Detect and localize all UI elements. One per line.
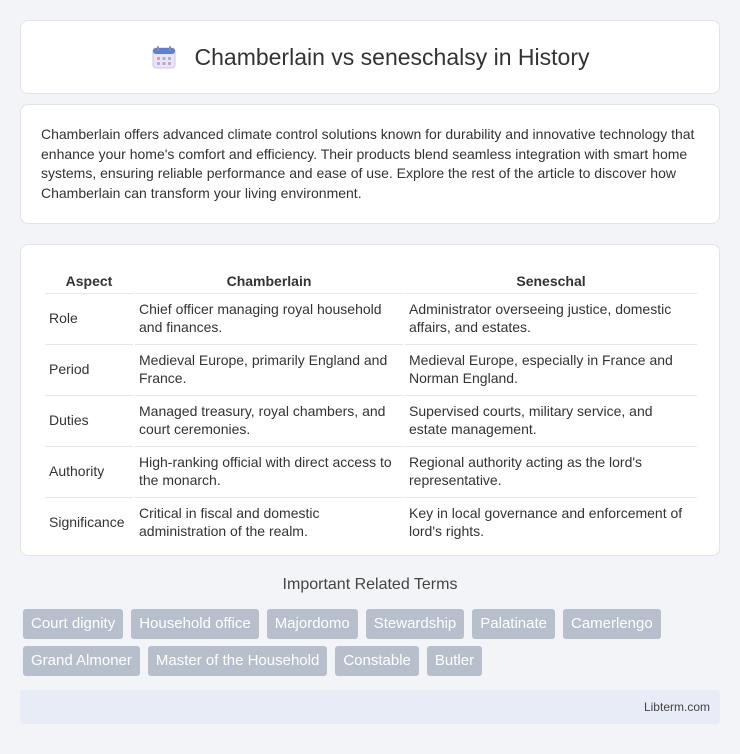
footer-site-link[interactable]: Libterm.com [643,700,710,714]
seneschal-cell: Medieval Europe, especially in France and Norman England. [405,344,697,393]
table-row [45,395,697,444]
intro-text: Chamberlain offers advanced climate control solutions known for durability and innovative technology that enhance your home's comfort and efficiency. Their products blend seamless integration with smart home systems, ensuring reliable performance and ease of use. Explore the rest of the article to discover how Chamberlain can transform your living environment. [41,126,695,201]
chamberlain-cell: Medieval Europe, primarily England and France. [135,344,403,393]
calendar-icon [151,44,177,70]
related-terms-title: Important Related Terms [282,576,458,593]
tag-court-dignity[interactable]: Court dignity [23,609,123,639]
page-title: Chamberlain vs seneschalsy in History [194,43,590,70]
header-aspect: Aspect [65,273,113,289]
tag-majordomo[interactable]: Majordomo [267,609,358,639]
comparison-table-card [20,244,720,556]
aspect-cell: Duties [45,395,133,444]
table-row [45,446,697,495]
aspect-cell: Authority [45,446,133,495]
tag-household-office[interactable]: Household office [131,609,258,639]
tag-grand-almoner[interactable]: Grand Almoner [23,646,140,676]
seneschal-cell: Regional authority acting as the lord's representative. [405,446,697,495]
chamberlain-cell: Managed treasury, royal chambers, and court ceremonies. [135,395,403,444]
seneschal-cell: Key in local governance and enforcement of lord's rights. [405,497,697,546]
chamberlain-cell: Chief officer managing royal household and finances. [135,293,403,342]
related-terms-tags [23,609,713,676]
seneschal-cell: Administrator overseeing justice, domestic affairs, and estates. [405,293,697,342]
chamberlain-cell: Critical in fiscal and domestic administration of the realm. [135,497,403,546]
table-header-row [45,267,697,291]
table-row [45,497,697,546]
title-wrap [151,44,590,71]
table-row [45,344,697,393]
footer [20,690,720,724]
aspect-cell: Role [45,293,133,342]
header-card [20,20,720,94]
table-row [45,293,697,342]
aspect-cell: Significance [45,497,133,546]
intro-card [20,104,720,224]
tag-constable[interactable]: Constable [335,646,419,676]
header-chamberlain: Chamberlain [226,273,312,289]
header-seneschal: Seneschal [516,273,586,289]
tag-palatinate[interactable]: Palatinate [472,609,555,639]
aspect-cell: Period [45,344,133,393]
tag-master-of-the-household[interactable]: Master of the Household [148,646,327,676]
tag-camerlengo[interactable]: Camerlengo [563,609,661,639]
chamberlain-cell: High-ranking official with direct access to the monarch. [135,446,403,495]
seneschal-cell: Supervised courts, military service, and estate management. [405,395,697,444]
tag-stewardship[interactable]: Stewardship [366,609,465,639]
tag-butler[interactable]: Butler [427,646,482,676]
comparison-table [43,265,699,548]
